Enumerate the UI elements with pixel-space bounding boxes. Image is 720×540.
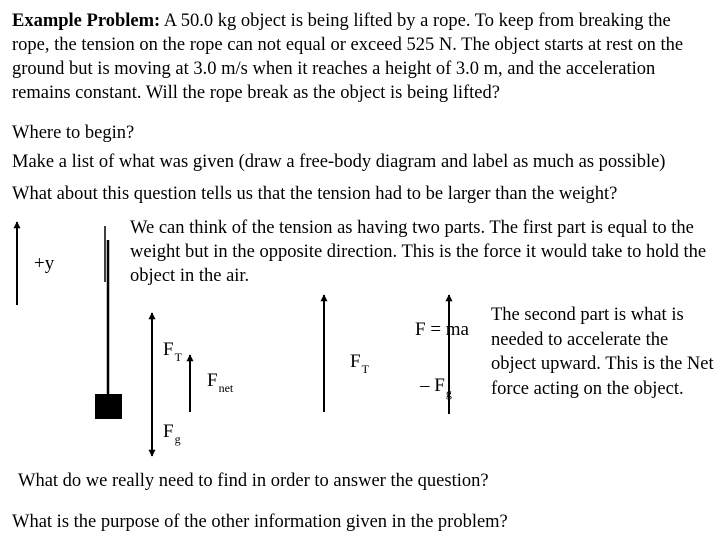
second-part-explanation: The second part is what is needed to accelerate the object upward. This is the Net force acting on the object. <box>491 305 714 399</box>
fg-label: $F_g$ <box>163 421 181 446</box>
object-block <box>95 394 122 419</box>
y-axis-label: +y <box>34 253 55 274</box>
newton-second-law-equation: F = ma <box>415 319 469 340</box>
problem-text: A 50.0 kg object is being lifted by a rope. To keep from breaking the rope, the tension on the rope can not equal or exceed 525 N. The object starts at rest on the ground but is moving at 3.0 m/s when it reaches a height of 3.0 m, and the acceleration remains constant. Will the rope break as the object is being lifted? <box>12 11 684 103</box>
where-to-begin: Where to begin? <box>12 123 135 143</box>
tension-parts-explanation: We can think of the tension as having two parts. The first part is equal to the weight but in the opposite direction. This is the force it would take to hold the object in the air. <box>130 218 707 286</box>
problem-heading: Example Problem: <box>12 11 161 31</box>
purpose-question: What is the purpose of the other information given in the problem? <box>12 512 508 532</box>
what-about-question: What about this question tells us that the tension had to be larger than the weight? <box>12 184 618 204</box>
minus-fg-label: – $F_g$ <box>420 375 452 400</box>
ft-right-label: $F_T$ <box>350 351 369 376</box>
find-question: What do we really need to find in order to answer the question? <box>18 471 489 491</box>
make-list-instruction: Make a list of what was given (draw a free-body diagram and label as much as possible) <box>12 152 666 172</box>
fnet-label: $F_{net}$ <box>207 370 234 395</box>
ft-label: $F_T$ <box>163 339 182 364</box>
